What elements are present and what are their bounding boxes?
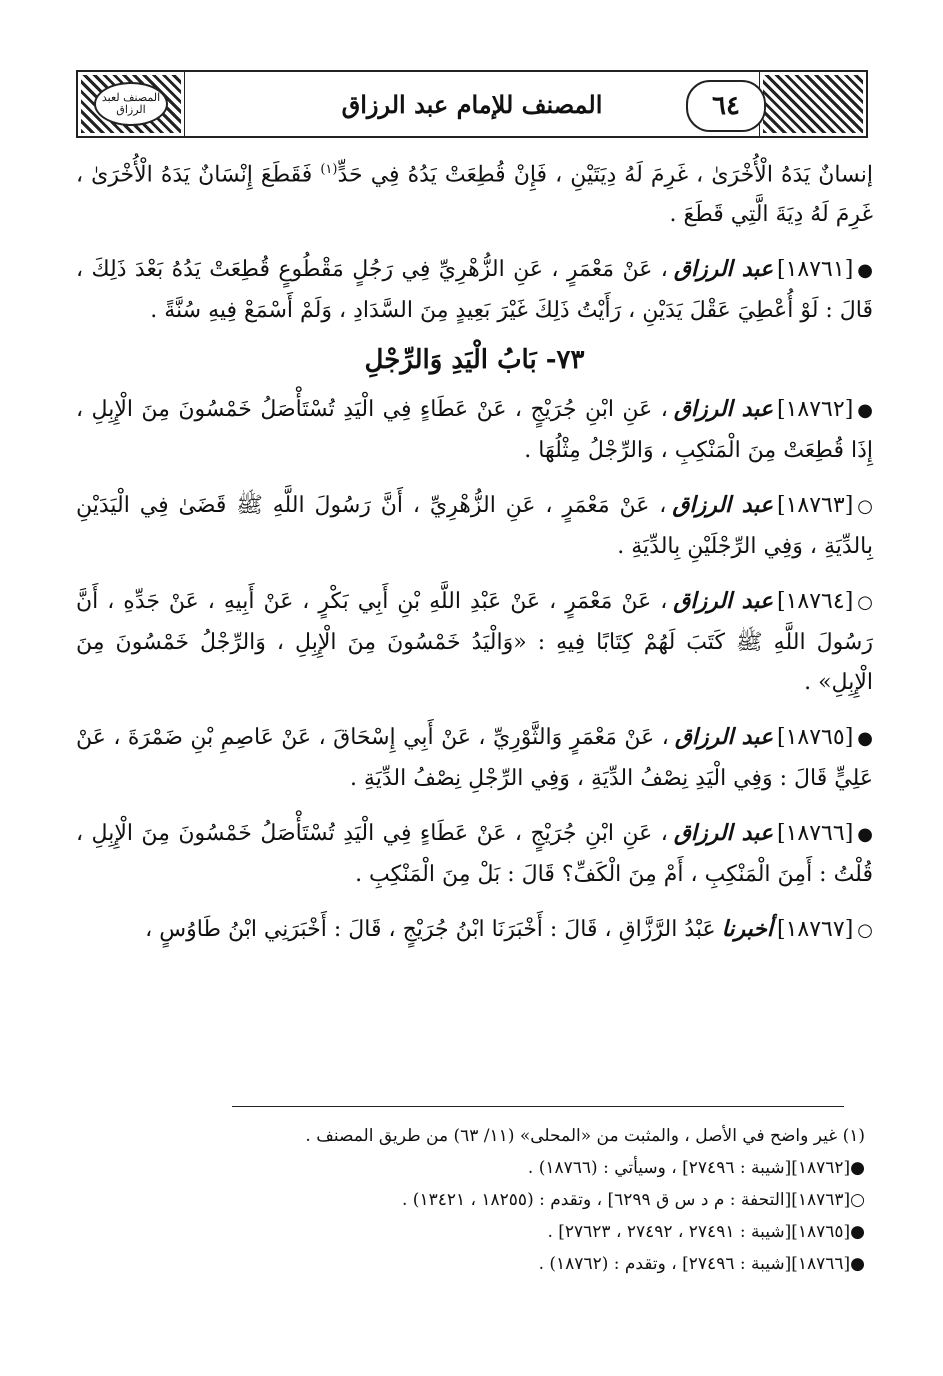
hadith-text: ، عَنِ ابْنِ جُرَيْجٍ ، عَنْ عَطَاءٍ فِي الْيَدِ تُسْتَأْصَلُ خَمْسُونَ مِنَ الْإِبِلِ ، قُلْتُ : أَمِنَ الْمَنْكِبِ ، أَمْ مِنَ الْكَفِّ؟ قَالَ : بَلْ مِنَ الْمَنْكِبِ . [76,821,873,888]
paragraph-text: فَقَطَعَ إِنْسَانٌ يَدَهُ الْأُخْرَىٰ ، غَرِمَ لَهُ دِيَةَ الَّتِي قَطَعَ . [76,162,873,228]
hadith-text: ، عَنْ مَعْمَرٍ ، عَنْ عَبْدِ اللَّهِ بْنِ أَبِي بَكْرٍ ، عَنْ أَبِيهِ ، عَنْ جَدِّهِ ، أَنَّ رَسُولَ اللَّهِ ﷺ كَتَبَ لَهُمْ كِتَابًا فِيهِ : «وَالْيَدُ خَمْسُونَ مِنَ الْإِبِلِ ، وَالرِّجْلُ خَمْسُونَ مِنَ الْإِبِلِ» . [76,589,873,696]
hadith-number: [١٨٧٦٦] [777,821,854,847]
hadith-text: ، عَنْ مَعْمَرٍ وَالثَّوْرِيِّ ، عَنْ أَبِي إِسْحَاقَ ، عَنْ عَاصِمِ بْنِ ضَمْرَةَ ، عَنْ عَلِيٍّ قَالَ : وَفِي الْيَدِ نِصْفُ الدِّيَةِ ، وَفِي الرِّجْلِ نِصْفُ الدِّيَةِ . [76,725,873,792]
hadith-entry [76,581,873,703]
narrator-name: عبد الرزاق [673,396,773,423]
paragraph-text: إنسانٌ يَدَهُ الْأُخْرَىٰ ، غَرِمَ لَهُ دِيَتَيْنِ ، فَإِنْ قُطِعَتْ يَدُهُ فِي حَدٍّ [337,162,873,188]
hadith-number: [١٨٧٦١] [777,257,854,283]
hadith-number: [١٨٧٦٥] [777,725,854,751]
chapter-title: ٧٣- بَابُ الْيَدِ وَالرِّجْلِ [364,345,585,376]
entry-marker: ○ [857,592,873,614]
footnote: ●[١٨٧٦٦][شيبة : ٢٧٤٩٦] ، وتقدم : (١٨٧٦٢) . [538,1254,865,1274]
book-title: المصنف للإمام عبد الرزاق [341,89,603,119]
narrator-name: عبد الرزاق [674,724,773,751]
paragraph [76,150,873,235]
hadith-entry [76,717,873,799]
hadith-number: [١٨٧٦٢] [777,397,854,423]
header-ornament-right [763,75,863,133]
entry-marker: ○ [857,920,873,942]
narrator-name: عبد الرزاق [672,492,774,519]
footnotes [80,1120,865,1280]
entry-marker: ○ [857,496,874,518]
footnote: ●[١٨٧٦٥][شيبة : ٢٧٤٩١ ، ٢٧٤٩٢ ، ٢٧٦٢٣] . [547,1222,865,1242]
hadith-entry [76,249,873,331]
footnote-divider [232,1106,844,1107]
hadith-entry [76,813,873,895]
page-number: ٦٤ [686,80,766,132]
hadith-entry [76,389,873,471]
entry-marker: ● [857,400,873,422]
header-ornament-left [81,75,181,133]
main-text [76,150,873,965]
hadith-text: ، عَنْ مَعْمَرٍ ، عَنِ الزُّهْرِيِّ فِي رَجُلٍ مَقْطُوعٍ قُطِعَتْ يَدُهُ بَعْدَ ذَلِكَ ، قَالَ : لَوْ أُعْطِيَ عَقْلَ يَدَيْنِ ، رَأَيْتُ ذَلِكَ غَيْرَ بَعِيدٍ مِنَ السَّدَادِ ، وَلَمْ أَسْمَعْ فِيهِ سُنَّةً . [76,257,873,324]
entry-marker: ● [857,824,873,846]
narrator-name: عبد الرزاق [673,588,773,615]
page-header [76,70,868,138]
hadith-text: عَبْدُ الرَّزَّاقِ ، قَالَ : أَخْبَرَنَا ابْنُ جُرَيْجٍ ، قَالَ : أَخْبَرَنِي ابْنُ طَاوُسٍ ، [145,917,716,943]
narrator-name: عبد الرزاق [673,256,774,283]
hadith-entry [76,485,873,567]
narrator-name: عبد الرزاق [673,820,773,847]
header-emblem: المصنف لعبد الرزاق [94,82,168,126]
hadith-number: [١٨٧٦٤] [777,589,854,615]
footnote: (١) غير واضح في الأصل ، والمثبت من «المحلى» (١١/ ٦٣) من طريق المصنف . [305,1126,865,1146]
hadith-number: [١٨٧٦٣] [777,493,854,519]
footnote: ●[١٨٧٦٢][شيبة : ٢٧٤٩٦] ، وسيأتي : (١٨٧٦٦) . [527,1158,865,1178]
hadith-text: ، عَنْ مَعْمَرٍ ، عَنِ الزُّهْرِيِّ ، أَنَّ رَسُولَ اللَّهِ ﷺ قَضَىٰ فِي الْيَدَيْنِ بِالدِّيَةِ ، وَفِي الرِّجْلَيْنِ بِالدِّيَةِ . [76,493,873,560]
entry-marker: ● [857,260,874,282]
hadith-number: [١٨٧٦٧] [777,917,854,943]
entry-marker: ● [857,728,873,750]
narrator-name: أخبرنا [721,916,773,943]
hadith-text: ، عَنِ ابْنِ جُرَيْجٍ ، عَنْ عَطَاءٍ فِي الْيَدِ تُسْتَأْصَلُ خَمْسُونَ مِنَ الْإِبِلِ ، إِذَا قُطِعَتْ مِنَ الْمَنْكِبِ ، وَالرِّجْلُ مِثْلُهَا . [76,397,873,464]
footnote: ○[١٨٧٦٣][التحفة : م د س ق ٦٢٩٩] ، وتقدم : (١٨٢٥٥ ، ١٣٤٢١) . [402,1190,865,1210]
header-title-band [184,72,760,136]
hadith-entry [76,909,873,951]
footnote-ref[interactable]: (١) [320,162,338,177]
